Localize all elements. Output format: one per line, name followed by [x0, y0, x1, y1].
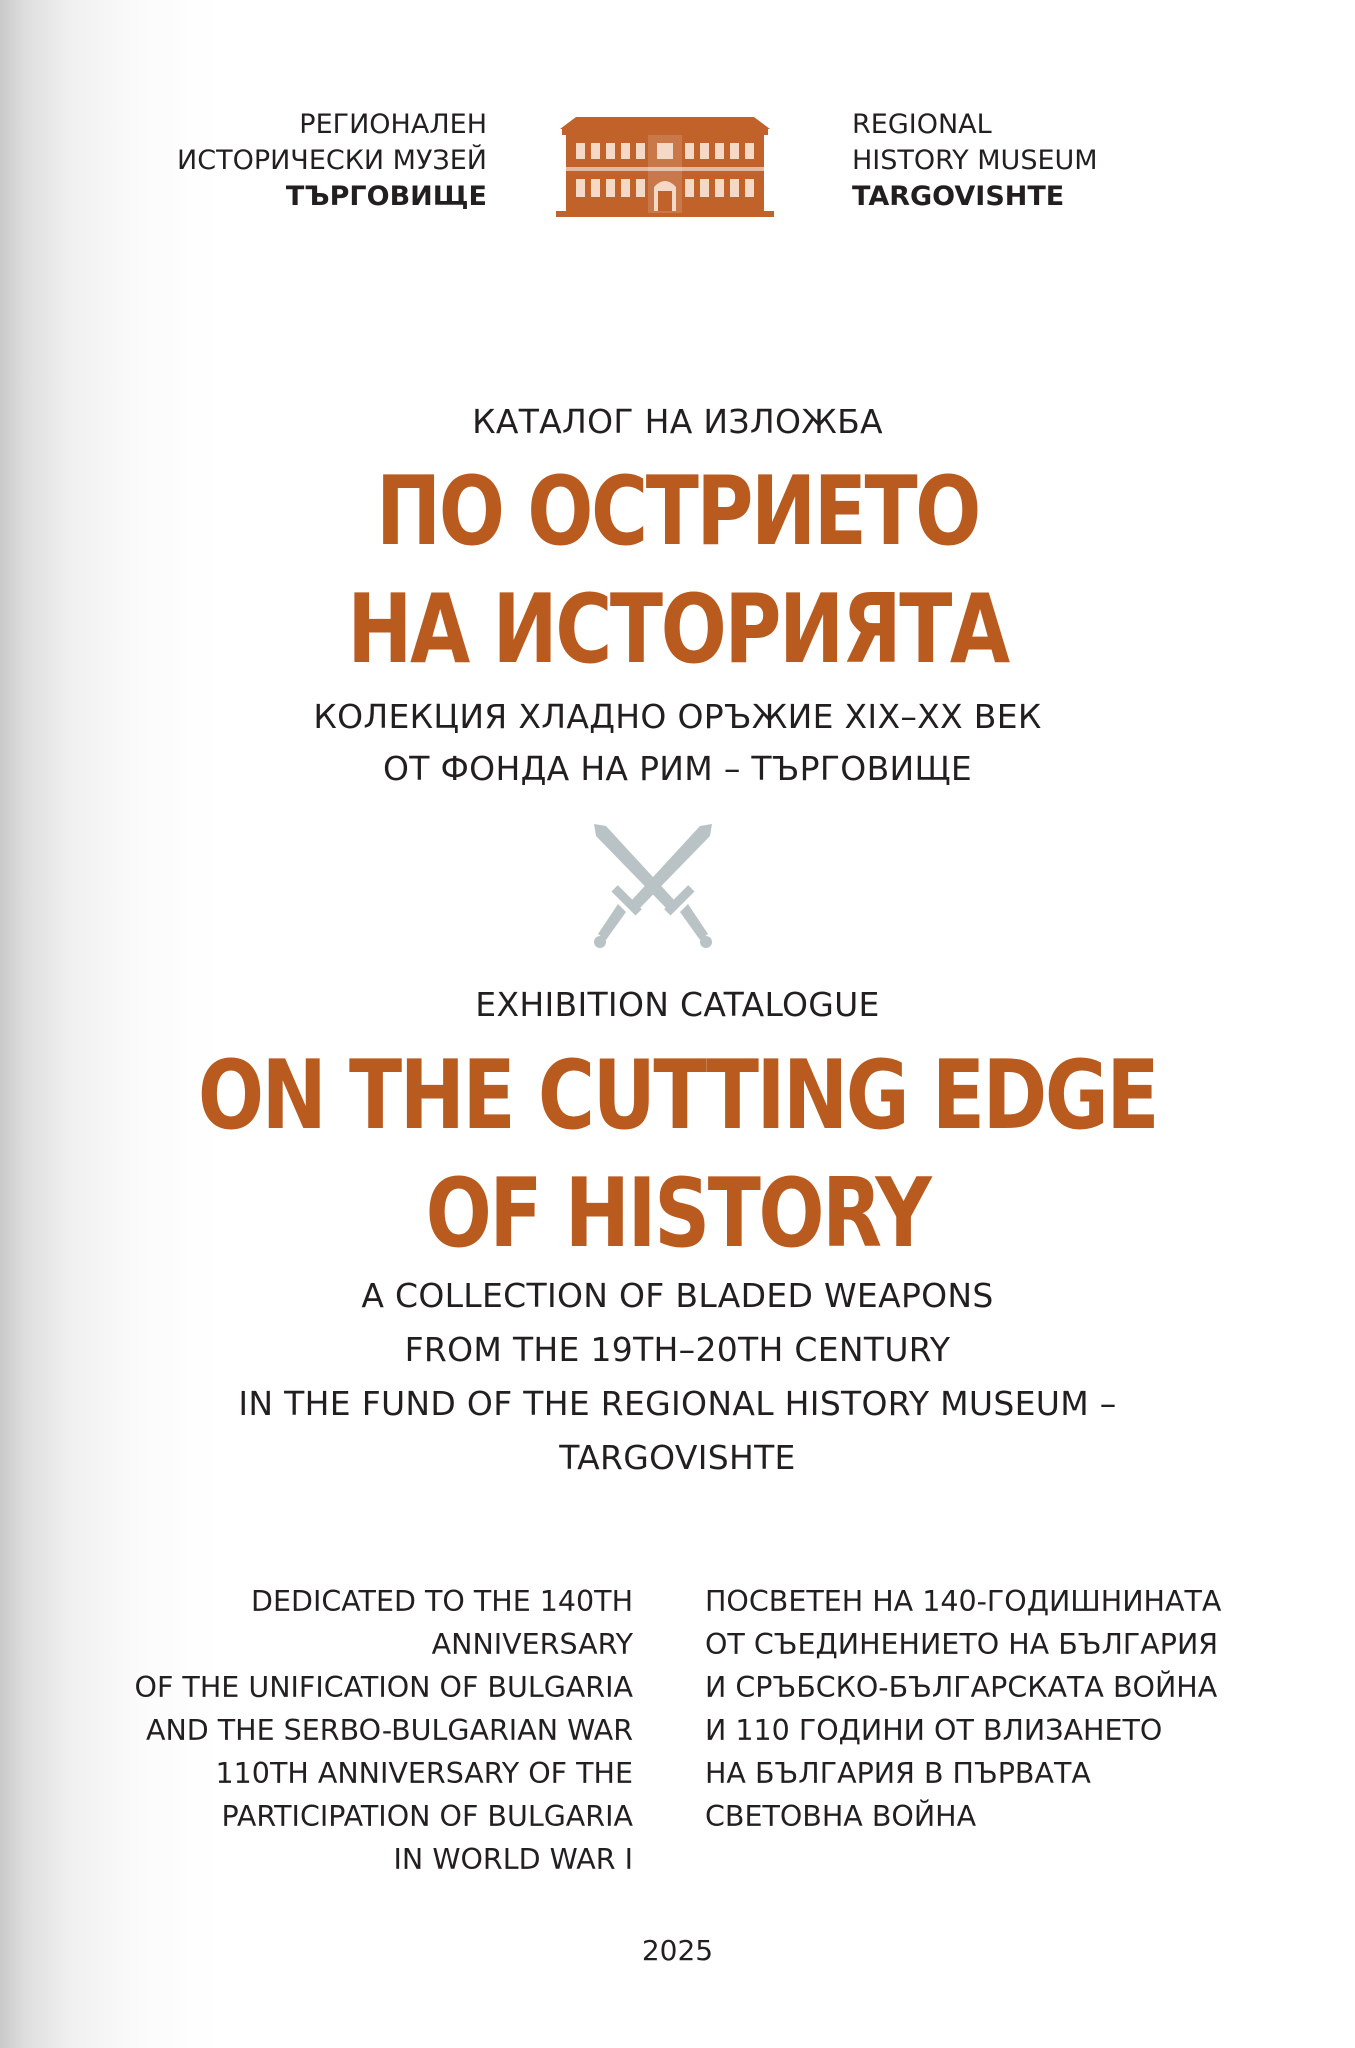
en-kicker: EXHIBITION CATALOGUE	[475, 985, 880, 1024]
museum-name-en-line: HISTORY MUSEUM	[852, 145, 1098, 176]
dedication-en-line: AND THE SERBO-BULGARIAN WAR	[145, 1714, 633, 1747]
museum-city-en: TARGOVISHTE	[852, 181, 1065, 212]
dedication-bg	[705, 1580, 1245, 1838]
dedication-bg-line: И 110 ГОДИНИ ОТ ВЛИЗАНЕТО	[705, 1714, 1163, 1747]
crossed-swords-icon	[588, 820, 718, 950]
en-title-line-1: ON THE CUTTING EDGE	[197, 1041, 1158, 1151]
dedication-en-line: PARTICIPATION OF BULGARIA	[221, 1800, 633, 1833]
dedication-bg-line: СВЕТОВНА ВОЙНА	[705, 1800, 977, 1833]
en-subtitle-line-2: FROM THE 19TH–20TH CENTURY	[404, 1330, 951, 1369]
museum-name-bg	[147, 107, 487, 215]
dedication-en-line: DEDICATED TO THE 140TH ANNIVERSARY	[251, 1585, 633, 1661]
museum-name-en-line: REGIONAL	[852, 109, 992, 140]
publication-year: 2025	[641, 1934, 714, 1967]
museum-name-bg-line: РЕГИОНАЛЕН	[299, 109, 487, 140]
dedication-bg-line: И СРЪБСКО-БЪЛГАРСКАТА ВОЙНА	[705, 1671, 1218, 1704]
dedication-bg-line: ОТ СЪЕДИНЕНИЕТО НА БЪЛГАРИЯ	[705, 1628, 1219, 1661]
dedication-bg-line: ПОСВЕТЕН НА 140-ГОДИШНИНАТА	[705, 1585, 1222, 1618]
museum-name-bg-line: ИСТОРИЧЕСКИ МУЗЕЙ	[177, 145, 487, 176]
en-subtitle-line-3: IN THE FUND OF THE REGIONAL HISTORY MUSEUM –	[238, 1384, 1117, 1423]
bg-subtitle-line-1: КОЛЕКЦИЯ ХЛАДНО ОРЪЖИЕ XIX–XX ВЕК	[313, 697, 1042, 736]
dedication-en-line: 110TH ANNIVERSARY OF THE	[215, 1757, 633, 1790]
dedication-en-line: OF THE UNIFICATION OF BULGARIA	[134, 1671, 633, 1704]
dedication-bg-line: НА БЪЛГАРИЯ В ПЪРВАТА	[705, 1757, 1091, 1790]
bg-subtitle-line-2: ОТ ФОНДА НА РИМ – ТЪРГОВИЩЕ	[382, 749, 973, 788]
en-title-line-2: OF HISTORY	[425, 1159, 930, 1269]
museum-building-icon	[548, 95, 782, 217]
bg-title-line-1: ПО ОСТРИЕТО	[376, 457, 979, 567]
en-subtitle-line-4: TARGOVISHTE	[559, 1438, 796, 1477]
bg-title-line-2: НА ИСТОРИЯТА	[347, 575, 1008, 685]
dedication-en-line: IN WORLD WAR I	[393, 1843, 633, 1876]
bg-kicker: КАТАЛОГ НА ИЗЛОЖБА	[472, 402, 883, 441]
museum-city-bg: ТЪРГОВИЩЕ	[285, 181, 487, 212]
dedication-en	[113, 1580, 633, 1881]
museum-name-en	[852, 107, 1192, 215]
en-subtitle-line-1: A COLLECTION OF BLADED WEAPONS	[361, 1276, 994, 1315]
